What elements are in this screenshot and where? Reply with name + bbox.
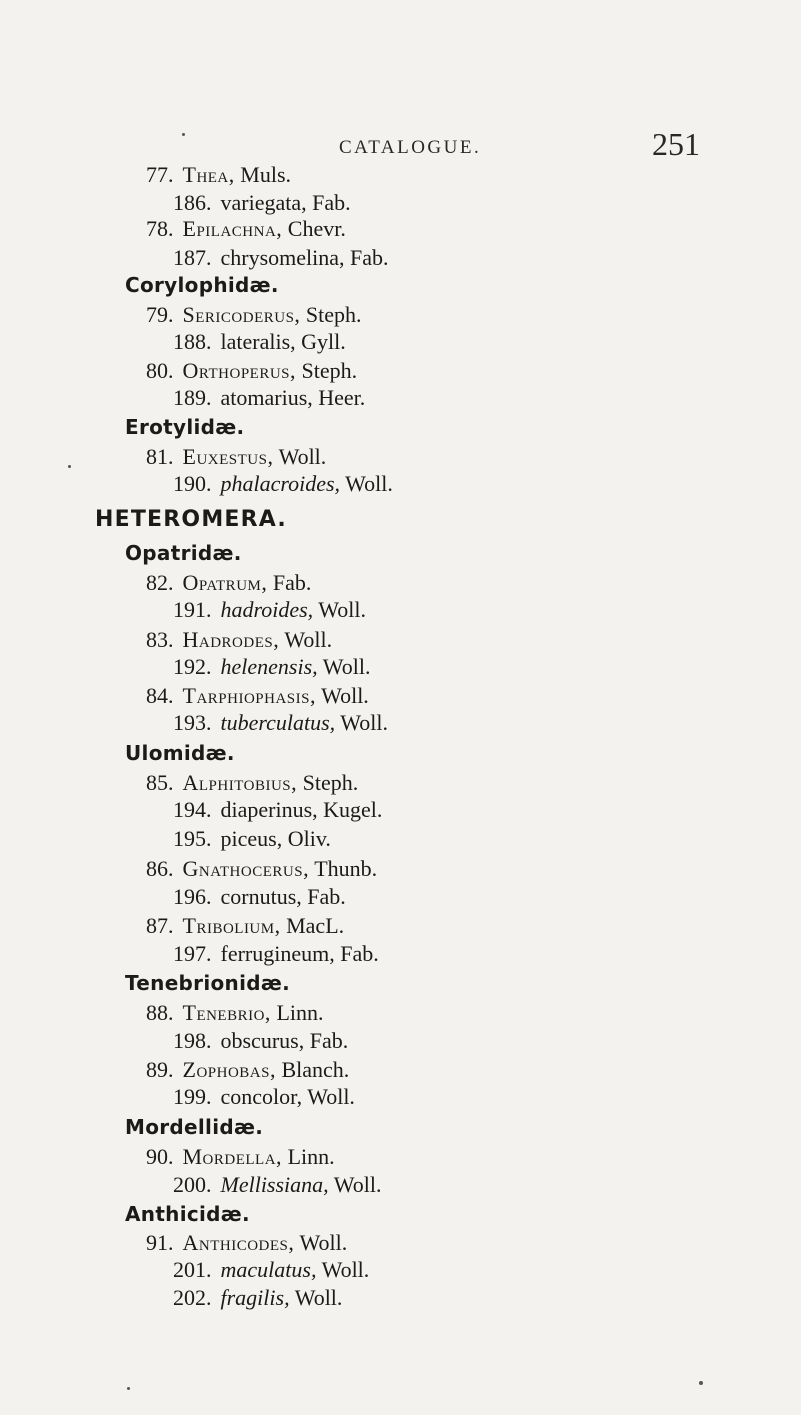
authority: Woll. [322, 654, 371, 679]
species-name: tuberculatus, [220, 710, 336, 735]
genus-entry [146, 1000, 324, 1026]
genus-name: Opatrum, [182, 570, 268, 595]
species-name: concolor, [220, 1084, 303, 1109]
authority: Woll. [321, 1257, 370, 1282]
entry-number: 186. [173, 190, 212, 215]
genus-entry [146, 1057, 349, 1083]
species-name: lateralis, [220, 329, 296, 354]
entry-number: 79. [146, 302, 174, 327]
entry-number: 78. [146, 216, 174, 241]
entry-number: 195. [173, 826, 212, 851]
authority: Fab. [307, 884, 346, 909]
entry-number: 82. [146, 570, 174, 595]
species-entry [173, 471, 393, 497]
genus-name: Mordella, [182, 1144, 283, 1169]
entry-number: 192. [173, 654, 212, 679]
genus-name: Sericoderus, [182, 302, 301, 327]
genus-entry [146, 856, 377, 882]
species-entry [173, 826, 331, 852]
entry-number: 202. [173, 1285, 212, 1310]
entry-number: 197. [173, 941, 212, 966]
species-entry [173, 190, 351, 216]
entry-number: 194. [173, 797, 212, 822]
genus-entry [146, 627, 332, 653]
page-number: 251 [652, 126, 700, 162]
authority: Fab. [350, 245, 389, 270]
genus-entry [146, 770, 358, 796]
genus-entry [146, 683, 369, 709]
species-entry [173, 1285, 342, 1311]
species-name: fragilis, [220, 1285, 290, 1310]
species-entry [173, 1172, 382, 1198]
authority: Woll. [318, 597, 367, 622]
entry-number: 81. [146, 444, 174, 469]
species-entry [173, 884, 346, 910]
entry-number: 77. [146, 162, 174, 187]
genus-name: Tarphiophasis, [182, 683, 316, 708]
entry-number: 191. [173, 597, 212, 622]
species-entry [173, 941, 379, 967]
genus-name: Hadrodes, [182, 627, 280, 652]
entry-number: 201. [173, 1257, 212, 1282]
species-entry [173, 245, 389, 271]
authority: Woll. [333, 1172, 382, 1197]
authority: Fab. [312, 190, 351, 215]
genus-name: Epilachna, [182, 216, 283, 241]
species-name: phalacroides, [220, 471, 341, 496]
family-heading: Opatridæ. [125, 541, 242, 565]
species-name: ferrugineum, [220, 941, 335, 966]
authority: Woll. [321, 683, 369, 708]
genus-entry [146, 1230, 347, 1256]
family-heading: Ulomidæ. [125, 741, 235, 765]
genus-entry [146, 444, 326, 470]
genus-name: Zophobas, [182, 1057, 276, 1082]
entry-number: 193. [173, 710, 212, 735]
genus-name: Tribolium, [182, 913, 281, 938]
authority: Heer. [318, 385, 366, 410]
species-entry [173, 710, 388, 736]
entry-number: 198. [173, 1028, 212, 1053]
authority: Woll. [278, 444, 327, 469]
genus-name: Thea, [182, 162, 235, 187]
genus-name: Orthoperus, [182, 358, 297, 383]
authority: Muls. [240, 162, 292, 187]
entry-number: 188. [173, 329, 212, 354]
family-heading: Anthicidæ. [125, 1202, 250, 1226]
species-name: piceus, [220, 826, 283, 851]
family-heading: Tenebrionidæ. [125, 971, 290, 995]
authority: Woll. [307, 1084, 355, 1109]
authority: Fab. [340, 941, 379, 966]
genus-entry [146, 358, 357, 384]
species-name: variegata, [220, 190, 307, 215]
authority: Linn. [287, 1144, 335, 1169]
entry-number: 86. [146, 856, 174, 881]
authority: Fab. [309, 1028, 349, 1053]
authority: Thunb. [314, 856, 378, 881]
authority: Woll. [294, 1285, 343, 1310]
authority: Linn. [276, 1000, 324, 1025]
entry-number: 87. [146, 913, 174, 938]
entry-number: 80. [146, 358, 174, 383]
authority: Woll. [345, 471, 393, 496]
entry-number: 90. [146, 1144, 174, 1169]
entry-number: 84. [146, 683, 174, 708]
entry-number: 187. [173, 245, 212, 270]
species-entry [173, 329, 346, 355]
entry-number: 190. [173, 471, 212, 496]
entry-number: 85. [146, 770, 174, 795]
species-entry [173, 1028, 348, 1054]
paper-speck [127, 1387, 130, 1390]
species-entry [173, 385, 365, 411]
authority: Blanch. [281, 1057, 350, 1082]
genus-entry [146, 216, 346, 242]
genus-name: Euxestus, [182, 444, 274, 469]
species-name: cornutus, [220, 884, 302, 909]
authority: Gyll. [301, 329, 346, 354]
entry-number: 89. [146, 1057, 174, 1082]
authority: Steph. [301, 358, 358, 383]
genus-name: Alphitobius, [182, 770, 298, 795]
entry-number: 199. [173, 1084, 212, 1109]
genus-name: Anthicodes, [182, 1230, 295, 1255]
authority: Steph. [302, 770, 359, 795]
running-head: CATALOGUE. [339, 137, 482, 158]
entry-number: 88. [146, 1000, 174, 1025]
species-name: atomarius, [220, 385, 313, 410]
paper-speck [68, 465, 71, 468]
authority: Woll. [284, 627, 333, 652]
entry-number: 189. [173, 385, 212, 410]
entry-number: 91. [146, 1230, 174, 1255]
genus-entry [146, 302, 362, 328]
species-name: chrysomelina, [220, 245, 345, 270]
authority: Oliv. [287, 826, 331, 851]
species-entry [173, 1257, 369, 1283]
section-heading: HETEROMERA. [95, 507, 287, 532]
authority: Woll. [340, 710, 389, 735]
paper-speck [699, 1381, 703, 1385]
genus-entry [146, 570, 311, 596]
authority: Steph. [305, 302, 362, 327]
family-heading: Corylophidæ. [125, 273, 279, 297]
species-name: hadroides, [220, 597, 314, 622]
authority: Woll. [299, 1230, 348, 1255]
species-name: obscurus, [220, 1028, 305, 1053]
entry-number: 83. [146, 627, 174, 652]
entry-number: 196. [173, 884, 212, 909]
species-entry [173, 597, 366, 623]
authority: Fab. [272, 570, 312, 595]
authority: Kugel. [323, 797, 383, 822]
genus-name: Tenebrio, [182, 1000, 271, 1025]
authority: MacL. [286, 913, 345, 938]
species-name: Mellissiana, [220, 1172, 329, 1197]
genus-entry [146, 913, 344, 939]
genus-entry [146, 162, 291, 188]
entry-number: 200. [173, 1172, 212, 1197]
species-entry [173, 797, 382, 823]
family-heading: Erotylidæ. [125, 415, 245, 439]
family-heading: Mordellidæ. [125, 1115, 264, 1139]
species-entry [173, 1084, 355, 1110]
paper-speck [182, 133, 185, 136]
genus-name: Gnathocerus, [182, 856, 310, 881]
species-name: maculatus, [220, 1257, 317, 1282]
authority: Chevr. [287, 216, 346, 241]
species-name: diaperinus, [220, 797, 318, 822]
species-entry [173, 654, 371, 680]
species-name: helenensis, [220, 654, 318, 679]
genus-entry [146, 1144, 335, 1170]
